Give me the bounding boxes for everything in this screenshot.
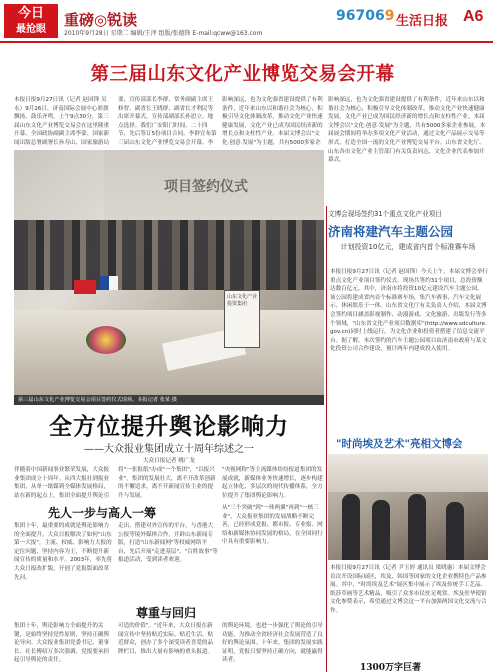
flag-icon bbox=[74, 280, 96, 294]
issue-meta: 2010年9月28日 星期二 编辑/王泽 组版/张德锋 E-mail:qcww@163.com bbox=[64, 30, 263, 37]
lead-column-3: 影响深远，也为文化强省建设提供了有利条件，近年来山东以和谐社会为核心，积极引导文化体制改革，推动文化产业快速健康发展，文化产业已成为国民经济新的增长点和支柱性产业。本届文博会以"文化·创意·发展"为主题，共有5000多家企 bbox=[222, 97, 323, 146]
feature-subheading-1: 先人一步与高人一筹 bbox=[48, 506, 157, 520]
feature-intro-col3: "央视网称"等主流媒体纷纷报道集团的发展成就，新媒体业务快速增长，逐步构建起立体化、多层次的现代传播体系，全方位提升了集团舆论影响力。 bbox=[222, 467, 323, 499]
flower-arrangement-icon bbox=[86, 326, 126, 354]
backdrop-text: 项目签约仪式 bbox=[164, 179, 248, 195]
lead-column-4: 影响深远，也为文化强省建设提供了有利条件，近年来山东以和谐社会为核心，积极引导文化体制改革，推动文化产业快速健康发展，文化产业已成为国民经济新的增长点和支柱性产业。本届文博会以"文化·创意·发展"为主题，共有5000多家企业参展，本届展会期间将举办多项文化产业活动，通过文化产品展示交易等形式，打造全国一流的文化产业博览交易平台。山东省文化厅、山东各市文化产业主管部门有关负责同志，文化企业代表参加开幕式。 bbox=[328, 97, 486, 164]
hotline-digits: 96706 bbox=[336, 8, 385, 24]
hotline-logo bbox=[336, 8, 394, 24]
paper-name: 生活日报 bbox=[396, 14, 449, 29]
lead-column-2: 要，宣传部部长李群、常务副副主席王修智、副省长王晓群、副省长才利民等出席开幕式，宣传部副部长孙思立、地点选择。我们广安阳门时间，二十四节，先后签订5份项目合同。李群宣布第三届山东文化产业博览交易会开幕。李 bbox=[118, 97, 217, 146]
lead-headline: 第三届山东文化产业博览交易会开幕 bbox=[90, 64, 395, 85]
right-headline-3: 1300万字巨著 bbox=[360, 663, 422, 672]
right-topic-line: 文博会现场签约31个重点文化产业项目 bbox=[328, 210, 442, 218]
feature-intro-col1: 伴随着中国新闻事业繁荣发展，大众报业集团成立十周年。从四大报社到报业集团，从单一纸媒到全媒体发展格局，站在新的起点上，集团全面提升舆论引 bbox=[14, 467, 110, 499]
feature-subhead: ——大众报业集团成立十周年综述之一 bbox=[84, 444, 254, 455]
feature-sub2-col1: 集团十年，舆论影响力全面提升的关键，是始终坚持党性原则，坚持正确舆论导向。大众报业集团党委书记、董事长、社长傅绍万多次强调，党报要承担起引导舆论的责任。 bbox=[14, 623, 110, 664]
feature-sub2-col2: 可造的价值"。"近年来，大众日报在新闻宣传中坚持贴近实际、贴近生活、贴近群众，创办了多个深受读者喜爱的品牌栏目，推出大量有影响的重头报道。 bbox=[118, 623, 214, 655]
feature-sub1-col2: 走出，搭建对外宣传的平台，与香港大公报等境外媒体合作，开辟山东新闻专版，打造"山东新闻网"等权威网络平台，先后开展"走进基层"、"百姓故事"等报道活动，受到读者欢迎。 bbox=[118, 523, 218, 564]
exhibition-backdrop bbox=[328, 454, 488, 492]
right-body-2: 本报日报9月27日讯（记者 尹玉婷 通讯员 梁晓惠）本届文博会首次开设国际展区，埃及、韩国等国家的文化企业携特色产品参展。其中，"时尚埃及艺术"展区集中展示了埃及传统手工艺品、纸莎草画等艺术精品，吸引了众多市民驻足观赏。埃及驻华使馆文化参赞表示，希望通过文博会这一平台加强两国文化交流与合作。 bbox=[330, 565, 487, 614]
right-headline-2: "时尚埃及艺术"亮相文博会 bbox=[336, 438, 463, 450]
column-divider bbox=[326, 206, 327, 672]
audience-row bbox=[14, 220, 324, 290]
name-plaque: 山东文化产业投资集团 bbox=[224, 290, 260, 348]
bullet-circle-icon: ◎ bbox=[94, 11, 108, 29]
visitor-figure bbox=[372, 500, 390, 560]
visitor-figure bbox=[408, 494, 426, 560]
feature-sub1-col1: 集团十年，最重要的成就是舆论影响力的全面提升。大众日报解决了如何"山东第一大报"，主流、权威、影响力大报的定位问题，坚持内容为王，不断提升新闻宣传的质量和水平。2003年，率先将大众日报改扩版，开创了党报版面改革先河。 bbox=[14, 523, 113, 581]
lead-column-1: 本报日报9月27日讯（记者 赵国锋 吴永）9月26日，济南国际会展中心彩旗飘扬，鼓乐齐鸣，上午9点30分，第三届山东文化产业博览交易会在这里隆重开幕。全国政协副副主席李蒙、国家新闻出版总署副署长孙寿山、国家旅游局 bbox=[14, 97, 110, 146]
feature-byline: 大众日报记者 姚广龙 bbox=[142, 458, 196, 464]
right-body: 本报日报9月27日讯（记者 赵国锋）今天上午，本届文博会举行重点文化产业项目签约仪式，现场共签约31个项目，总投资额达数百亿元。其中，济南市将投资10亿元建设汽车主题公园。该公园将建成省内首个标准赛车场，集汽车赛事、汽车文化展示、休闲娱乐于一体。山东省文化厅有关负责人介绍，本届文博会签约项目涵盖影视制作、动漫游戏、文化旅游、出版发行等多个领域，"山东省文化产业项目数据库"(http://www.sdculture.gov.cn)同时上线运行，为文化企业和投资者搭建了信息交流平台。据了解，本次签约的汽车主题公园项目由济南市政府与某文化投资公司合作建设，预计两年内建成投入使用。 bbox=[330, 269, 488, 353]
badge-line2: 最抢眼 bbox=[16, 24, 46, 35]
feature-sub2-col3: 的舆论环境，也进一步强化了舆论的引导功能，为推动全省经济社会发展营造了良好的舆论氛围。十年来，集团的发展实践证明，党报只要坚持正确方向，就能赢得读者。 bbox=[222, 623, 323, 664]
feature-sub1-col3: 从"三个突破"到"一体两翼"再到"一核三业"，大众报业集团的发展战略不断完善，已经形成党报、都市报、专业报、网络和新媒体协同发展的格局，在全国同行中具有重要影响力。 bbox=[222, 505, 323, 546]
right-subhead: 计划投资10亿元，建成省内首个标准赛车场 bbox=[340, 243, 476, 251]
page-header bbox=[0, 0, 493, 42]
right-headline: 济南将建汽车主题公园 bbox=[328, 224, 454, 239]
flag-icon bbox=[100, 276, 118, 290]
header-rule bbox=[0, 41, 493, 43]
photo-caption: 第三届山东文化产业博览交易会项目签约仪式现场。本报记者 张某 摄 bbox=[14, 395, 324, 405]
badge-line1: 今日 bbox=[17, 6, 44, 21]
section-title bbox=[64, 9, 137, 30]
visitor-figure bbox=[342, 494, 360, 560]
feature-intro-col2: 将"一张报纸"办成"一个集团"，"以报兴业"，集团的发展壮大，离不开改革创新的不懈追求，离不开新闻宣传主业的提升与发展。 bbox=[118, 467, 216, 499]
section-name: 重磅 bbox=[64, 11, 95, 29]
hotline-suffix: 9 bbox=[384, 8, 395, 24]
feature-subheading-2: 尊重与回归 bbox=[136, 606, 197, 620]
exhibition-photo bbox=[328, 454, 488, 560]
signing-ceremony-photo bbox=[14, 150, 324, 395]
today-highlight-badge bbox=[4, 4, 58, 38]
page-number: A6 bbox=[463, 8, 484, 25]
section-suffix: 锐读 bbox=[107, 11, 138, 29]
visitor-figure bbox=[446, 502, 464, 560]
feature-headline: 全方位提升舆论影响力 bbox=[49, 413, 289, 440]
